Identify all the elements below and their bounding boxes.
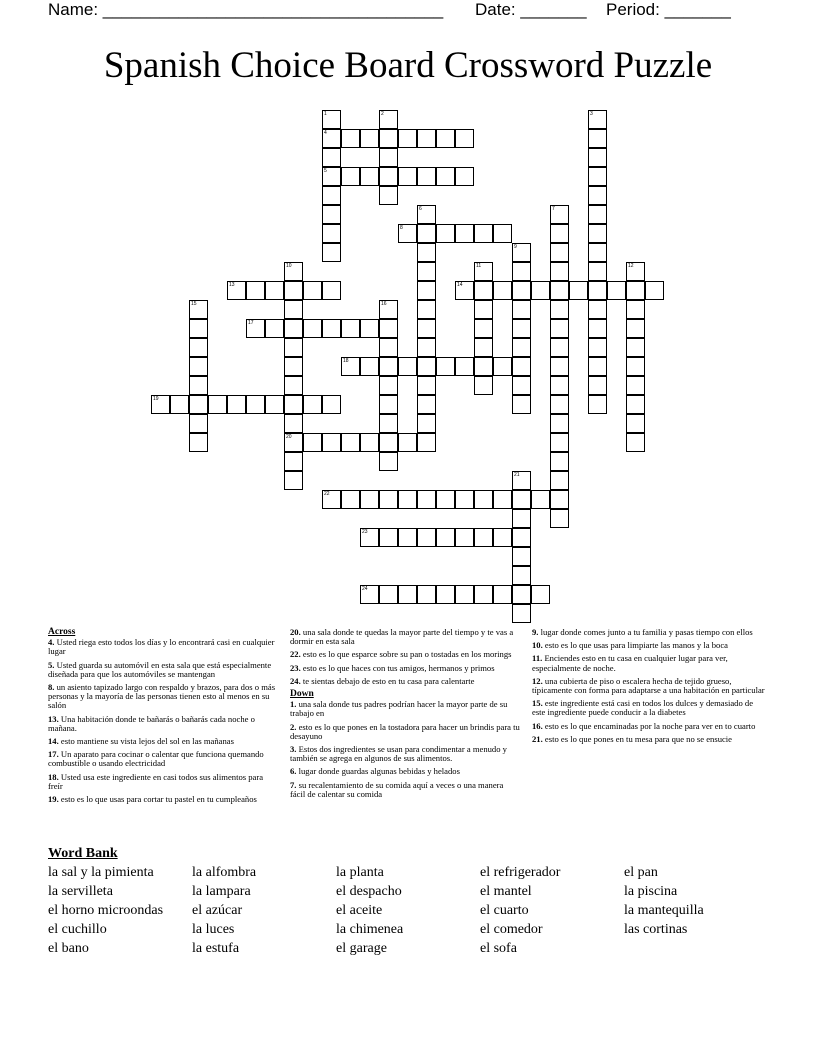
- clue-number: 3: [590, 111, 593, 117]
- clues-column-1: [48, 628, 278, 808]
- grid-cell[interactable]: [170, 395, 189, 414]
- grid-cell[interactable]: [512, 604, 531, 623]
- grid-cell[interactable]: [379, 338, 398, 357]
- grid-cell[interactable]: [284, 300, 303, 319]
- word-bank-item: el garage: [336, 941, 387, 956]
- grid-cell[interactable]: [284, 471, 303, 490]
- grid-cell[interactable]: [436, 528, 455, 547]
- grid-cell[interactable]: [588, 319, 607, 338]
- grid-cell[interactable]: [550, 338, 569, 357]
- grid-cell[interactable]: [322, 281, 341, 300]
- grid-cell[interactable]: [550, 357, 569, 376]
- grid-cell[interactable]: [474, 528, 493, 547]
- grid-cell[interactable]: [398, 585, 417, 604]
- grid-cell[interactable]: [417, 414, 436, 433]
- grid-cell[interactable]: [379, 528, 398, 547]
- clue-number: 1: [324, 111, 327, 117]
- grid-cell[interactable]: [417, 357, 436, 376]
- grid-cell[interactable]: [341, 129, 360, 148]
- clue-number: 11: [476, 263, 482, 269]
- grid-cell[interactable]: [493, 281, 512, 300]
- name-field[interactable]: Name: ____________________________________: [48, 0, 444, 19]
- clue-down-15: 15. este ingrediente está casi en todos los dulces y demasiado de este ingrediente puede conducir a la diabetes: [532, 698, 754, 718]
- grid-cell[interactable]: [455, 167, 474, 186]
- word-bank-item: el cuarto: [480, 903, 529, 918]
- grid-cell[interactable]: [531, 281, 550, 300]
- grid-cell[interactable]: [417, 224, 436, 243]
- grid-cell[interactable]: [379, 376, 398, 395]
- grid-cell[interactable]: [322, 395, 341, 414]
- clue-number: 6: [419, 206, 422, 212]
- grid-cell[interactable]: [322, 224, 341, 243]
- grid-cell[interactable]: [246, 281, 265, 300]
- clue-number: 16: [381, 301, 387, 307]
- period-field[interactable]: Period: _______: [606, 0, 731, 19]
- grid-cell[interactable]: [303, 281, 322, 300]
- clue-number: 12: [628, 263, 634, 269]
- grid-cell[interactable]: [322, 205, 341, 224]
- clue-down-9: 9. lugar donde comes junto a tu familia y pasas tiempo con ellos: [532, 627, 753, 637]
- grid-cell[interactable]: [626, 319, 645, 338]
- word-bank-item: la luces: [192, 922, 235, 937]
- grid-cell[interactable]: [398, 528, 417, 547]
- word-bank-column-5: [624, 863, 768, 939]
- grid-cell[interactable]: [474, 490, 493, 509]
- grid-cell[interactable]: [512, 509, 531, 528]
- grid-cell[interactable]: [474, 376, 493, 395]
- clue-number: 2: [381, 111, 384, 117]
- word-bank-column-3: [336, 863, 480, 958]
- grid-cell[interactable]: [379, 585, 398, 604]
- grid-cell[interactable]: [550, 471, 569, 490]
- grid-cell[interactable]: [189, 433, 208, 452]
- grid-cell[interactable]: [474, 338, 493, 357]
- grid-cell[interactable]: [379, 414, 398, 433]
- clue-across-14: 14. esto mantiene su vista lejos del sol en las mañanas: [48, 736, 234, 747]
- grid-cell[interactable]: [550, 300, 569, 319]
- clue-across-13: 13. Una habitación donde te bañarás o bañarás cada noche o mañana.: [48, 713, 255, 733]
- grid-cell[interactable]: [512, 338, 531, 357]
- grid-cell[interactable]: [284, 395, 303, 414]
- clue-number: 24: [362, 586, 368, 592]
- grid-cell[interactable]: [189, 357, 208, 376]
- grid-cell[interactable]: [303, 319, 322, 338]
- word-bank-item: el pan: [624, 865, 658, 880]
- grid-cell[interactable]: [588, 224, 607, 243]
- grid-cell[interactable]: [379, 167, 398, 186]
- clue-across-24: 24. te sientas debajo de esto en tu casa para calentarte: [290, 675, 475, 686]
- grid-cell[interactable]: [379, 319, 398, 338]
- grid-cell[interactable]: [379, 433, 398, 452]
- grid-cell[interactable]: [588, 338, 607, 357]
- clue-down-16: 16. esto es lo que encaminadas por la noche para ver en to cuarto: [532, 720, 756, 731]
- grid-cell[interactable]: [512, 585, 531, 604]
- grid-cell[interactable]: [265, 281, 284, 300]
- grid-cell[interactable]: [360, 167, 379, 186]
- grid-cell[interactable]: [417, 490, 436, 509]
- clue-number: 22: [324, 491, 330, 497]
- grid-cell[interactable]: [322, 319, 341, 338]
- grid-cell[interactable]: [303, 433, 322, 452]
- grid-cell[interactable]: [550, 414, 569, 433]
- grid-cell[interactable]: [284, 452, 303, 471]
- grid-cell[interactable]: [246, 395, 265, 414]
- grid-cell[interactable]: [512, 281, 531, 300]
- grid-cell[interactable]: [189, 414, 208, 433]
- grid-cell[interactable]: [417, 395, 436, 414]
- page-title: Spanish Choice Board Crossword Puzzle: [103, 45, 713, 86]
- grid-cell[interactable]: [626, 281, 645, 300]
- clue-down-2: 2. esto es lo que pones en la tostadora para hacer un brindis para tu desayuno: [290, 721, 520, 741]
- clue-down-21: 21. esto es lo que pones en tu mesa para que no se ensucie: [532, 733, 733, 744]
- clue-number: 21: [514, 472, 520, 478]
- grid-cell[interactable]: [455, 528, 474, 547]
- grid-cell[interactable]: [398, 129, 417, 148]
- grid-cell[interactable]: [474, 281, 493, 300]
- word-bank-item: el azúcar: [192, 903, 243, 918]
- date-field[interactable]: Date: _______: [475, 0, 587, 19]
- grid-cell[interactable]: [474, 585, 493, 604]
- clue-across-8: 8. un asiento tapizado largo con respaldo y brazos, para dos o más personas y la mayoría de las personas tienen esto al menos en su salón: [48, 682, 276, 711]
- clue-across-4: 4. Usted riega esto todos los días y lo encontrará casi en cualquier lugar: [48, 637, 275, 657]
- grid-cell[interactable]: [322, 186, 341, 205]
- grid-cell[interactable]: [588, 205, 607, 224]
- word-bank-item: el sofa: [480, 941, 517, 956]
- grid-cell[interactable]: [550, 433, 569, 452]
- word-bank-item: la lampara: [192, 884, 251, 899]
- grid-cell[interactable]: [303, 395, 322, 414]
- grid-cell[interactable]: [341, 167, 360, 186]
- grid-cell[interactable]: [189, 376, 208, 395]
- clue-number: 13: [229, 282, 235, 288]
- word-bank-title: Word Bank: [48, 846, 118, 861]
- grid-cell[interactable]: [379, 452, 398, 471]
- word-bank-item: la chimenea: [336, 922, 404, 937]
- grid-cell[interactable]: [493, 357, 512, 376]
- grid-cell[interactable]: [417, 243, 436, 262]
- grid-cell[interactable]: [341, 433, 360, 452]
- grid-cell[interactable]: [550, 281, 569, 300]
- grid-cell[interactable]: [379, 490, 398, 509]
- grid-cell[interactable]: [588, 167, 607, 186]
- grid-cell[interactable]: [341, 319, 360, 338]
- clue-number: 5: [324, 168, 327, 174]
- clue-number: 9: [514, 244, 517, 250]
- grid-cell[interactable]: [398, 167, 417, 186]
- grid-cell[interactable]: [626, 395, 645, 414]
- word-bank-item: el refrigerador: [480, 865, 561, 880]
- grid-cell[interactable]: [284, 376, 303, 395]
- grid-cell[interactable]: [284, 281, 303, 300]
- grid-cell[interactable]: [455, 585, 474, 604]
- grid-cell[interactable]: [341, 490, 360, 509]
- clue-number: 23: [362, 529, 368, 535]
- clue-number: 10: [286, 263, 292, 269]
- word-bank-item: la estufa: [192, 941, 240, 956]
- grid-cell[interactable]: [588, 186, 607, 205]
- grid-cell[interactable]: [588, 262, 607, 281]
- word-bank: [48, 846, 768, 956]
- grid-cell[interactable]: [436, 585, 455, 604]
- clue-across-18: 18. Usted usa este ingrediente en casi todos sus alimentos para freír: [48, 771, 264, 791]
- grid-cell[interactable]: [588, 357, 607, 376]
- grid-cell[interactable]: [417, 262, 436, 281]
- grid-cell[interactable]: [550, 262, 569, 281]
- grid-cell[interactable]: [550, 490, 569, 509]
- word-bank-item: el aceite: [336, 903, 383, 918]
- grid-cell[interactable]: [474, 319, 493, 338]
- word-bank-item: las cortinas: [624, 922, 688, 937]
- grid-cell[interactable]: [436, 129, 455, 148]
- grid-cell[interactable]: [417, 300, 436, 319]
- grid-cell[interactable]: [512, 300, 531, 319]
- word-bank-item: la planta: [336, 865, 384, 880]
- grid-cell[interactable]: [284, 338, 303, 357]
- grid-cell[interactable]: [417, 129, 436, 148]
- grid-cell[interactable]: [626, 376, 645, 395]
- grid-cell[interactable]: [417, 433, 436, 452]
- grid-cell[interactable]: [626, 338, 645, 357]
- grid-cell[interactable]: [322, 433, 341, 452]
- clue-down-12: 12. una cubierta de piso o escalera hecha de tejido grueso, típicamente con forma para adaptarse a una habitación en particular: [532, 675, 765, 696]
- grid-cell[interactable]: [265, 319, 284, 338]
- grid-cell[interactable]: [550, 319, 569, 338]
- grid-cell[interactable]: [189, 319, 208, 338]
- grid-cell[interactable]: [417, 167, 436, 186]
- clue-across-5: 5. Usted guarda su automóvil en esta sala que está especialmente diseñada para que los automóviles se mantengan: [48, 659, 272, 679]
- grid-cell[interactable]: [550, 452, 569, 471]
- grid-cell[interactable]: [588, 129, 607, 148]
- word-bank-item: el despacho: [336, 884, 402, 899]
- grid-cell[interactable]: [550, 509, 569, 528]
- grid-cell[interactable]: [227, 395, 246, 414]
- grid-cell[interactable]: [284, 414, 303, 433]
- grid-cell[interactable]: [626, 300, 645, 319]
- grid-cell[interactable]: [493, 528, 512, 547]
- grid-cell[interactable]: [417, 376, 436, 395]
- grid-cell[interactable]: [550, 224, 569, 243]
- word-bank-column-2: [192, 863, 336, 958]
- clue-across-23: 23. esto es lo que haces con tus amigos, hermanos y primos: [290, 662, 495, 673]
- grid-cell[interactable]: [512, 547, 531, 566]
- grid-cell[interactable]: [398, 357, 417, 376]
- word-bank-item: el comedor: [480, 922, 543, 937]
- grid-cell[interactable]: [512, 357, 531, 376]
- grid-cell[interactable]: [645, 281, 664, 300]
- grid-cell[interactable]: [360, 129, 379, 148]
- clue-down-11: 11. Enciendes esto en tu casa en cualquier lugar para ver, especialmente de noche.: [532, 653, 728, 673]
- grid-cell[interactable]: [626, 414, 645, 433]
- clue-across-22: 22. esto es lo que esparce sobre su pan o tostadas en los morings: [290, 649, 512, 660]
- grid-cell[interactable]: [417, 281, 436, 300]
- grid-cell[interactable]: [474, 300, 493, 319]
- grid-cell[interactable]: [379, 129, 398, 148]
- grid-cell[interactable]: [512, 262, 531, 281]
- grid-cell[interactable]: [417, 585, 436, 604]
- word-bank-item: la piscina: [624, 884, 678, 899]
- clue-down-1: 1. una sala donde tus padres podrían hacer la mayor parte de su trabajo en: [290, 699, 508, 719]
- grid-cell[interactable]: [588, 148, 607, 167]
- grid-cell[interactable]: [588, 243, 607, 262]
- grid-cell[interactable]: [588, 395, 607, 414]
- word-bank-item: la servilleta: [48, 884, 113, 899]
- grid-cell[interactable]: [379, 395, 398, 414]
- grid-cell[interactable]: [512, 395, 531, 414]
- clue-number: 20: [286, 434, 292, 440]
- grid-cell[interactable]: [474, 357, 493, 376]
- clue-across-19: 19. esto es lo que usas para cortar tu pastel en tu cumpleaños: [48, 794, 257, 805]
- grid-cell[interactable]: [512, 490, 531, 509]
- grid-cell[interactable]: [284, 357, 303, 376]
- grid-cell[interactable]: [474, 224, 493, 243]
- word-bank-item: la sal y la pimienta: [48, 865, 154, 880]
- grid-cell[interactable]: [531, 490, 550, 509]
- word-bank-item: la mantequilla: [624, 903, 704, 918]
- clue-across-17: 17. Un aparato para cocinar o calentar que funciona quemando combustible o usando electricidad: [48, 749, 264, 769]
- grid-cell[interactable]: [436, 490, 455, 509]
- clue-number: 14: [457, 282, 463, 288]
- grid-cell[interactable]: [626, 433, 645, 452]
- grid-cell[interactable]: [550, 243, 569, 262]
- grid-cell[interactable]: [189, 338, 208, 357]
- clues-column-2: [290, 628, 520, 803]
- clues-column-3: [532, 628, 768, 748]
- grid-cell[interactable]: [588, 281, 607, 300]
- grid-cell[interactable]: [550, 395, 569, 414]
- grid-cell[interactable]: [607, 281, 626, 300]
- grid-cell[interactable]: [531, 585, 550, 604]
- grid-cell[interactable]: [512, 566, 531, 585]
- across-heading: Across: [48, 627, 76, 637]
- word-bank-item: el horno microondas: [48, 903, 164, 918]
- grid-cell[interactable]: [436, 167, 455, 186]
- word-bank-item: la alfombra: [192, 865, 257, 880]
- grid-cell[interactable]: [322, 148, 341, 167]
- word-bank-column-1: [48, 863, 192, 958]
- grid-cell[interactable]: [626, 357, 645, 376]
- grid-cell[interactable]: [512, 376, 531, 395]
- grid-cell[interactable]: [379, 148, 398, 167]
- clue-number: 17: [248, 320, 254, 326]
- grid-cell[interactable]: [455, 129, 474, 148]
- clue-across-20: 20. una sala donde te quedas la mayor parte del tiempo y te vas a dormir en esta sala: [290, 627, 514, 647]
- grid-cell[interactable]: [189, 395, 208, 414]
- grid-cell[interactable]: [455, 357, 474, 376]
- grid-cell[interactable]: [436, 357, 455, 376]
- grid-cell[interactable]: [360, 357, 379, 376]
- grid-cell[interactable]: [512, 319, 531, 338]
- grid-cell[interactable]: [398, 433, 417, 452]
- grid-cell[interactable]: [455, 224, 474, 243]
- clue-down-6: 6. lugar donde guardas algunas bebidas y helados: [290, 766, 460, 777]
- grid-cell[interactable]: [417, 338, 436, 357]
- grid-cell[interactable]: [588, 376, 607, 395]
- clue-down-3: 3. Estos dos ingredientes se usan para condimentar a menudo y también se agrega en algunos de sus alimentos.: [290, 744, 507, 764]
- clue-number: 15: [191, 301, 197, 307]
- grid-cell[interactable]: [493, 224, 512, 243]
- grid-cell[interactable]: [379, 186, 398, 205]
- grid-cell[interactable]: [493, 585, 512, 604]
- grid-cell[interactable]: [417, 528, 436, 547]
- grid-cell[interactable]: [360, 433, 379, 452]
- grid-cell[interactable]: [379, 357, 398, 376]
- word-bank-item: el bano: [48, 941, 89, 956]
- clue-number: 7: [552, 206, 555, 212]
- word-bank-item: el mantel: [480, 884, 532, 899]
- word-bank-column-4: [480, 863, 624, 958]
- clue-number: 8: [400, 225, 403, 231]
- grid-cell[interactable]: [588, 300, 607, 319]
- grid-cell[interactable]: [265, 395, 284, 414]
- clue-number: 18: [343, 358, 349, 364]
- grid-cell[interactable]: [360, 490, 379, 509]
- grid-cell[interactable]: [360, 319, 379, 338]
- grid-cell[interactable]: [417, 319, 436, 338]
- grid-cell[interactable]: [455, 490, 474, 509]
- grid-cell[interactable]: [436, 224, 455, 243]
- word-bank-item: el cuchillo: [48, 922, 107, 937]
- grid-cell[interactable]: [322, 243, 341, 262]
- down-heading: Down: [290, 689, 314, 700]
- grid-cell[interactable]: [208, 395, 227, 414]
- clue-number: 4: [324, 130, 327, 136]
- grid-cell[interactable]: [493, 490, 512, 509]
- grid-cell[interactable]: [512, 528, 531, 547]
- grid-cell[interactable]: [550, 376, 569, 395]
- clue-number: 19: [153, 396, 159, 402]
- grid-cell[interactable]: [284, 319, 303, 338]
- grid-cell[interactable]: [398, 490, 417, 509]
- grid-cell[interactable]: [569, 281, 588, 300]
- clue-down-10: 10. esto es lo que usas para limpiarte las manos y la boca: [532, 640, 728, 651]
- clue-down-7: 7. su recalentamiento de su comida aquí a veces o una manera fácil de calentar su comida: [290, 779, 504, 799]
